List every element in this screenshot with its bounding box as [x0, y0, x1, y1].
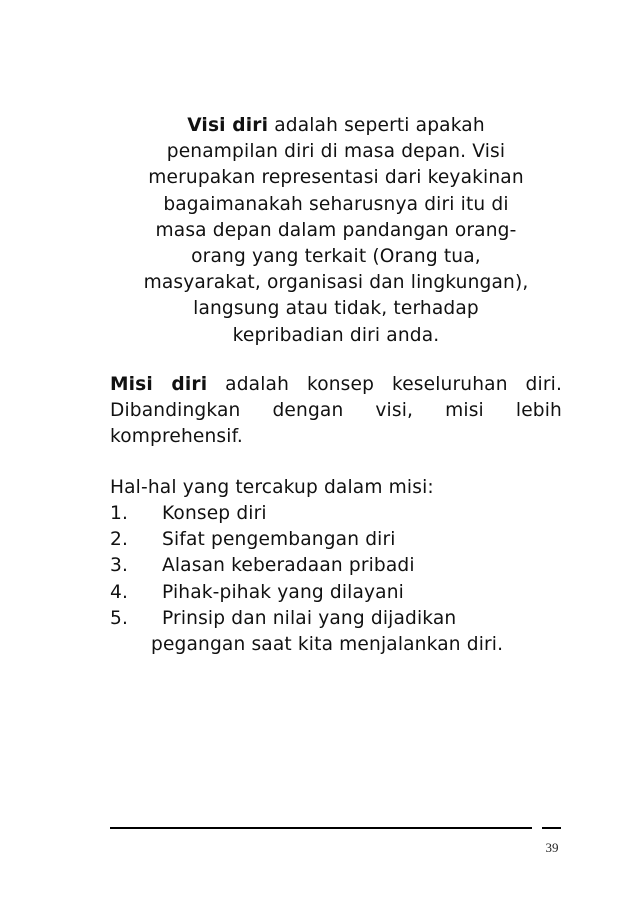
misi-text: adalah konsep keseluruhan diri. Dibandingkan dengan visi, misi lebih komprehensif. — [110, 374, 562, 448]
visi-line-6: orang yang terkait (Orang tua, — [191, 246, 481, 268]
list-item: 3. Alasan keberadaan pribadi — [110, 555, 415, 577]
misi-list — [110, 501, 570, 658]
visi-line-4: bagaimanakah seharusnya diri itu di — [163, 193, 509, 215]
list-item: 4. Pihak-pihak yang dilayani — [110, 581, 404, 603]
footer-rule — [110, 827, 532, 829]
visi-line-9: kepribadian diri anda. — [232, 324, 440, 346]
page-number: 39 — [545, 840, 559, 855]
visi-line-8: langsung atau tidak, terhadap — [193, 298, 479, 320]
visi-line-1: Visi diri adalah seperti apakah — [187, 115, 485, 136]
visi-line-7: masyarakat, organisasi dan lingkungan), — [143, 272, 529, 294]
visi-term: Visi diri — [187, 115, 269, 136]
list-item-continuation: pegangan saat kita menjalankan diri. — [151, 634, 504, 656]
list-item: 1. Konsep diri — [110, 503, 267, 524]
misi-term: Misi diri — [110, 374, 208, 395]
list-heading: Hal-hal yang tercakup dalam misi: — [110, 477, 434, 498]
visi-line-2: penampilan diri di masa depan. Visi — [166, 141, 506, 163]
visi-paragraph — [110, 113, 562, 349]
list-item: 2. Sifat pengembangan diri — [110, 529, 396, 551]
page-number-rule — [542, 827, 561, 829]
list-item: 5. Prinsip dan nilai yang dijadikan pegangan saat kita menjalankan diri. — [110, 606, 570, 658]
visi-line-5: masa depan dalam pandangan orang- — [155, 219, 517, 241]
visi-line-3: merupakan representasi dari keyakinan — [148, 167, 524, 189]
misi-paragraph — [110, 372, 562, 451]
